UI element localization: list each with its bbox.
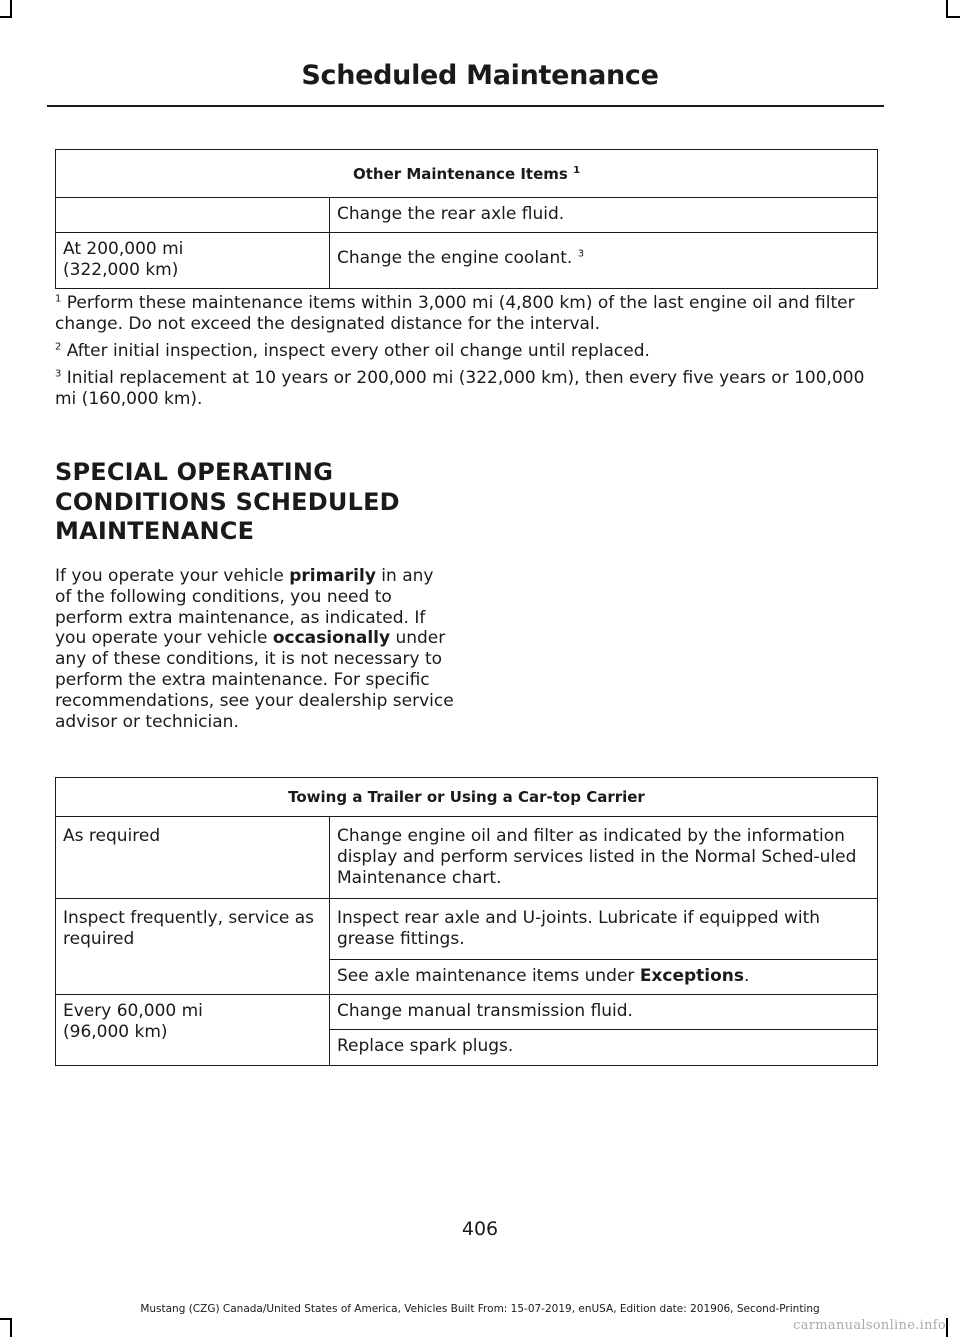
interval-cell: At 200,000 mi (322,000 km) [56, 233, 330, 289]
edition-footer: Mustang (CZG) Canada/United States of America, Vehicles Built From: 15-07-2019, enUSA, Edition date: 201906, Second-Printing [140, 1303, 820, 1315]
header-divider [47, 105, 884, 107]
table-header-row [56, 778, 878, 817]
other-maintenance-table [55, 149, 878, 289]
crop-mark-top-right-h [946, 16, 960, 18]
action-cell: Change the engine coolant. $^3$ [330, 233, 878, 289]
action-cell: Change manual transmission fluid. [330, 995, 878, 1030]
towing-maintenance-table [55, 777, 878, 1066]
footnote-3: $^3$ Initial replacement at 10 years or 200,000 mi (322,000 km), then every five years or 100,000 mi (160,000 km). [55, 368, 865, 409]
action-cell: Change engine oil and filter as indicated by the information display and perform services listed in the Normal Sched-uled Maintenance chart. [330, 817, 878, 899]
crop-mark-bottom-right [946, 1318, 948, 1337]
table-row [56, 899, 878, 960]
footnotes [55, 293, 883, 416]
action-cell: Inspect rear axle and U-joints. Lubricate if equipped with grease fittings. [330, 899, 878, 960]
table-title: Other Maintenance Items $^1$ [56, 150, 878, 198]
table-title: Towing a Trailer or Using a Car-top Carrier [56, 778, 878, 817]
intro-paragraph: If you operate your vehicle primarily in any of the following conditions, you need to perform extra maintenance, as indicated. If you operate your vehicle occasionally under any of these conditions, it is not necessary to perform the extra maintenance. For specific recommendations, see your dealership service advisor or technician. [55, 566, 454, 732]
interval-cell: Inspect frequently, service as required [56, 899, 330, 995]
interval-cell [56, 198, 330, 233]
crop-mark-top-left-h [0, 16, 12, 18]
footnote-ref: 1 [573, 165, 581, 176]
crop-mark-bottom-left [10, 1318, 12, 1337]
page-number: 406 [461, 1218, 499, 1240]
table-row [56, 995, 878, 1030]
interval-cell: Every 60,000 mi (96,000 km) [56, 995, 330, 1066]
action-cell: Replace spark plugs. [330, 1030, 878, 1066]
table-row [56, 198, 878, 233]
crop-mark-bottom-left-h [0, 1318, 12, 1320]
footnote-1: $^1$ Perform these maintenance items within 3,000 mi (4,800 km) of the last engine oil and filter change. Do not exceed the designated distance for the interval. [55, 293, 855, 334]
section-heading: SPECIAL OPERATING CONDITIONS SCHEDULED MAINTENANCE [55, 458, 400, 545]
watermark: carmanualsonline.info [793, 1318, 946, 1333]
action-cell: See axle maintenance items under Exceptions. [330, 960, 878, 995]
interval-cell: As required [56, 817, 330, 899]
footnote-2: $^2$ After initial inspection, inspect every other oil change until replaced. [55, 341, 650, 361]
table-header-row [56, 150, 878, 198]
action-cell: Change the rear axle fluid. [330, 198, 878, 233]
footnote-ref: 3 [577, 248, 585, 260]
page-title: Scheduled Maintenance [301, 60, 659, 91]
table-row [56, 817, 878, 899]
table-row [56, 233, 878, 289]
